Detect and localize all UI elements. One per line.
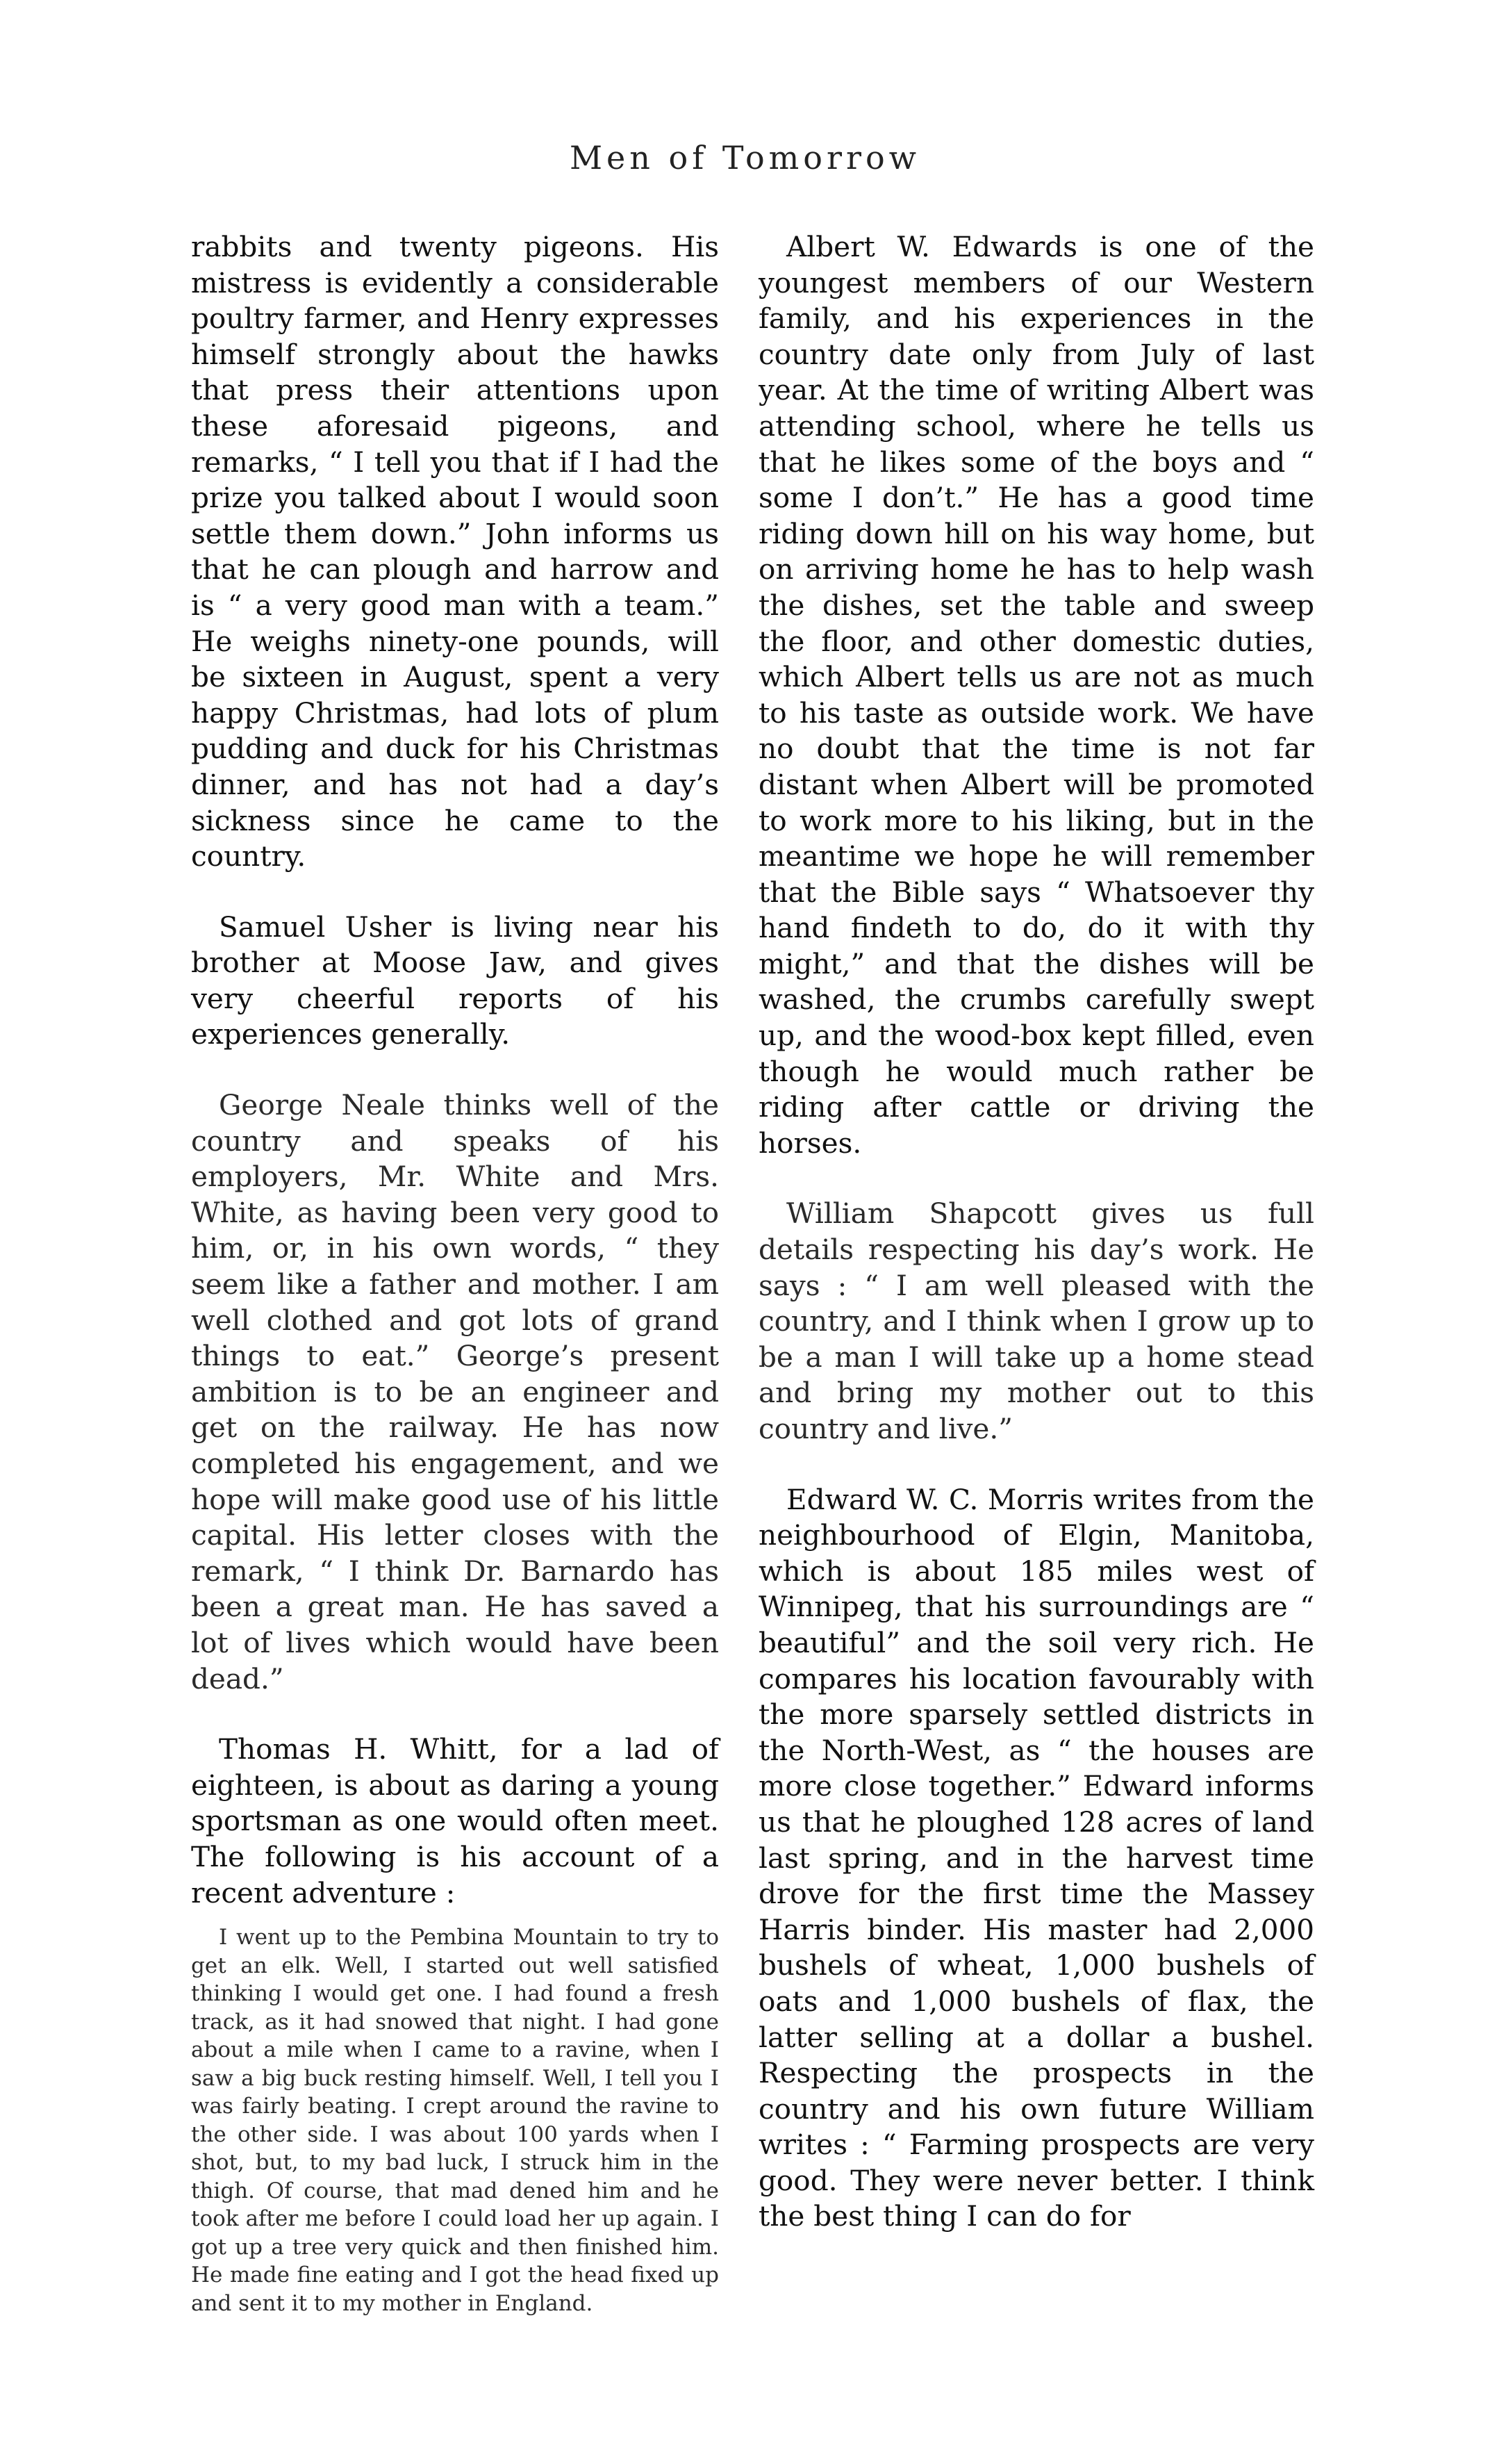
paragraph-samuel-usher: Samuel Usher is living near his brother at Moose Jaw, and gives very cheerful reports of his experiences generally. [191, 910, 719, 1051]
right-column [759, 229, 1314, 2269]
paragraph-rabbits-pigeons: rabbits and twenty pigeons. His mistress is evidently a considerable poultry farmer, and Henry expresses himself strongly about the hawks that press their attentions upon these aforesaid pigeons, and remarks, “ I tell you that if I had the prize you talked about I would soon settle them down.” John informs us that he can plough and harrow and is “ a very good man with a team.” He weighs ninety-one pounds, will be sixteen in August, spent a very happy Christmas, had lots of plum pudding and duck for his Christmas dinner, and has not had a day’s sickness since he came to the country. [191, 230, 719, 873]
quote-elk-adventure: I went up to the Pembina Mountain to try to get an elk. Well, I started out well satisfied thinking I would get one. I had found a fresh track, as it had snowed that night. I had gone about a mile when I came to a ravine, when I saw a big buck resting himself. Well, I tell you I was fairly beating. I crept around the ravine to the other side. I was about 100 yards when I shot, but, to my bad luck, I struck him in the thigh. Of course, that mad dened him and he took after me before I could load her up again. I got up a tree very quick and then finished him. He made fine eating and I got the head fixed up and sent it to my mother in England. [191, 1925, 719, 2316]
running-head: Men of Tomorrow [569, 139, 921, 176]
left-column [191, 229, 719, 2317]
paragraph-edward-morris: Edward W. C. Morris writes from the neighbourhood of Elgin, Manitoba, which is about 185 miles west of Winnipeg, that his surroundings are “ beautiful” and the soil very rich. He compares his location favourably with the more sparsely settled districts in the North-West, as “ the houses are more close together.” Edward informs us that he ploughed 128 acres of land last spring, and in the harvest time drove for the first time the Massey Harris binder. His master had 2,000 bushels of wheat, 1,000 bushels of oats and 1,000 bushels of flax, the latter selling at a dollar a bushel. Respecting the prospects in the country and his own future William writes : “ Farming prospects are very good. They were never better. I think the best thing I can do for [759, 1482, 1314, 2233]
paragraph-thomas-whitt: Thomas H. Whitt, for a lad of eighteen, is about as daring a young sportsman as one would often meet. The following is his account of a recent adventure : [191, 1732, 719, 1909]
paragraph-george-neale: George Neale thinks well of the country and speaks of his employers, Mr. White and Mrs. White, as having been very good to him, or, in his own words, “ they seem like a father and mother. I am well clothed and got lots of grand things to eat.” George’s present ambition is to be an engineer and get on the railway. He has now completed his engagement, and we hope will make good use of his little capital. His letter closes with the remark, “ I think Dr. Barnardo has been a great man. He has saved a lot of lives which would have been dead.” [191, 1088, 719, 1695]
paragraph-william-shapcott: William Shapcott gives us full details respecting his day’s work. He says : “ I am well pleased with the country, and I think when I grow up to be a man I will take up a home stead and bring my mother out to this country and live.” [759, 1197, 1314, 1445]
paragraph-albert-edwards: Albert W. Edwards is one of the youngest members of our Western family, and his experiences in the country date only from July of last year. At the time of writing Albert was attending school, where he tells us that he likes some of the boys and “ some I don’t.” He has a good time riding down hill on his way home, but on arriving home he has to help wash the dishes, set the table and sweep the floor, and other domestic duties, which Albert tells us are not as much to his taste as outside work. We have no doubt that the time is not far distant when Albert will be promoted to work more to his liking, but in the meantime we hope he will remember that the Bible says “ Whatsoever thy hand findeth to do, do it with thy might,” and that the dishes will be washed, the crumbs carefully swept up, and the wood-box kept filled, even though he would much rather be riding after cattle or driving the horses. [759, 230, 1314, 1160]
